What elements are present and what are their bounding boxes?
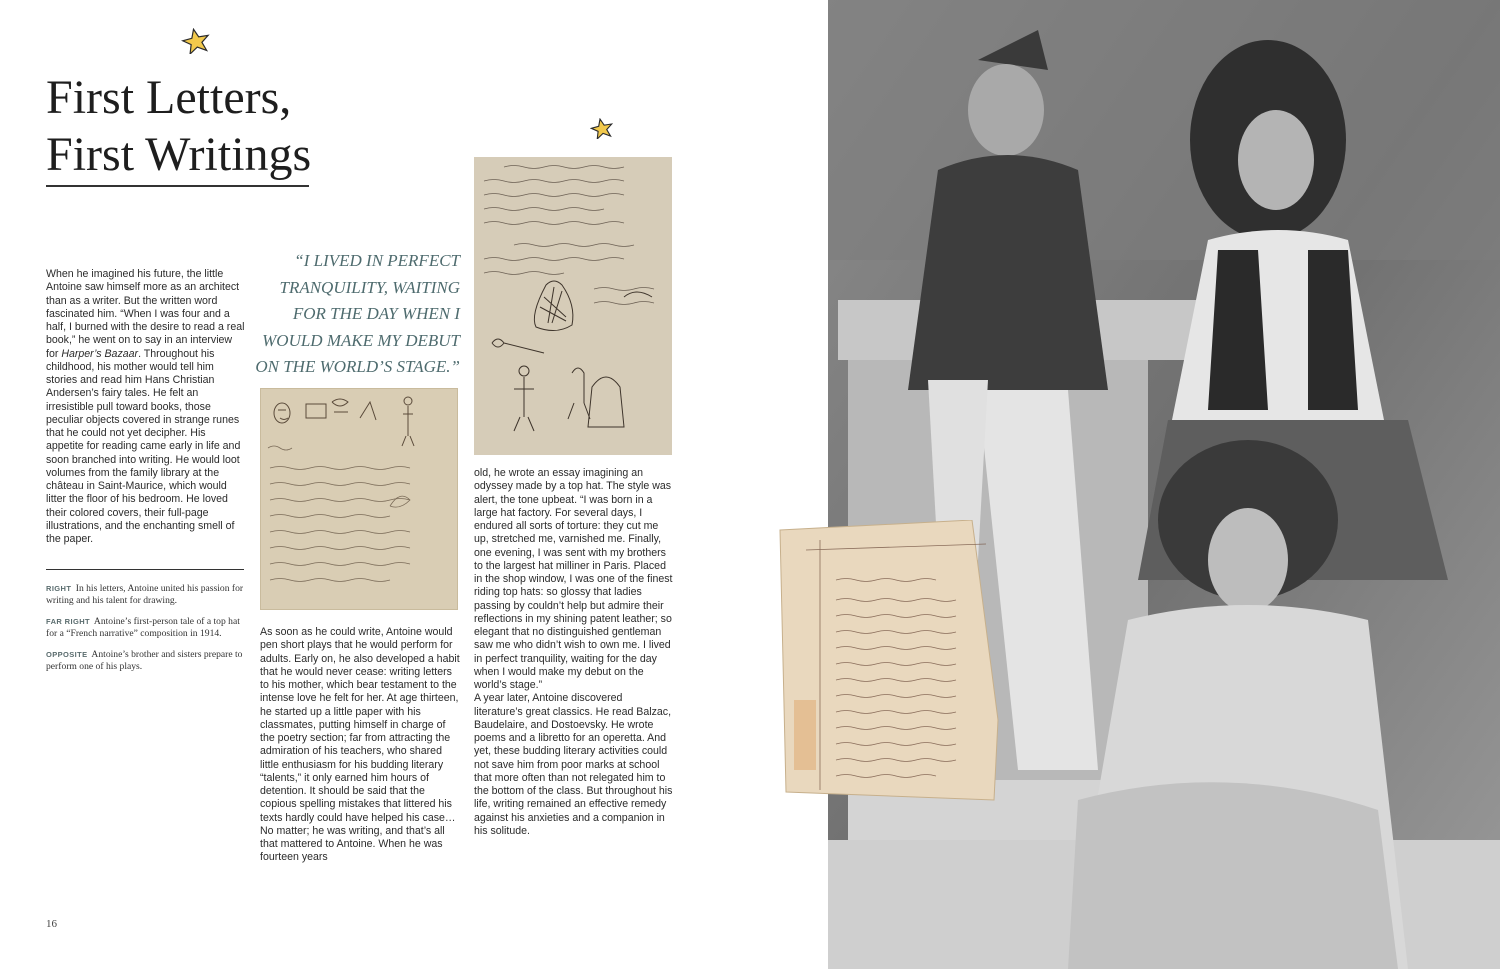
star-icon — [181, 28, 211, 54]
sketch-letter-image — [474, 157, 672, 455]
body-column-1 — [46, 268, 246, 546]
caption-opposite — [46, 649, 246, 673]
star-icon — [590, 118, 614, 139]
family-photograph — [828, 0, 1500, 969]
title-rule — [46, 185, 309, 187]
caption-label: RIGHT — [46, 584, 72, 593]
captions — [46, 583, 246, 682]
caption-label: FAR RIGHT — [46, 617, 91, 626]
caption-label: OPPOSITE — [46, 650, 88, 659]
essay-manuscript-image — [776, 520, 1002, 802]
body-column-3 — [474, 467, 674, 838]
body-column-2: As soon as he could write, Antoine would pen short plays that he would perform for adults. Early on, he also developed a habit that he would never cease: writing letters to his mother, which bear testament to the intense love he felt for her. At age thirteen, he started up a little paper with his classmates, putting himself in charge of the poetry section; far from attracting the admiration of his teachers, who shared little enthusiasm for his budding literary “talents,” it only earned him hours of detention. It should be said that the copious spelling mistakes that littered his texts hardly could have helped his case… No matter; he was writing, and that’s all that mattered to Antoine. When he was fourteen years — [260, 626, 460, 864]
letter-image — [260, 388, 458, 610]
column1-text: When he imagined his future, the little Antoine saw himself more as an architect than as a writer. But the written word fascinated him. “When I was four and a half, I burned with the desire to read a real book,” he went on to say in an interview for — [46, 268, 245, 360]
page-number: 16 — [46, 918, 57, 930]
caption-text: In his letters, Antoine united his passion for writing and his talent for drawing. — [46, 583, 244, 606]
caption-far-right — [46, 616, 246, 640]
title-line-2: First Writings — [46, 127, 312, 181]
column3-paragraph-1: old, he wrote an essay imagining an odyssey made by a top hat. The style was alert, the tone upbeat. “I was born in a large hat factory. For several days, I endured all sorts of torture: they cut me up, stretched me, varnished me. Finally, one evening, I was sent with my brothers to the largest hat milliner in Paris. Placed in the shop window, I was one of the finest riding top hats: so glossy that ladies passing by couldn’t help but admire their reflections in my shining patent leather; so elegant that no distinguished gentleman saw me who didn’t wish to own me. I lived in perfect tranquility, waiting for the day when I would make my debut on the world’s stage.” — [474, 467, 673, 691]
column1-text-after: . Throughout his childhood, his mother would tell him stories and read him Hans Christian Andersen’s fairy tales. He felt an irresistible pull toward books, those peculiar objects covered in strange runes that he could not yet decipher. His appetite for reading came early in life and soon branched into writing. He would loot volumes from the family library at the château in Saint-Maurice, which would litter the floor of his bedroom. He loved their colored covers, their full-page illustrations, and the enchanting smell of the paper. — [46, 347, 241, 545]
title-line-1: First Letters, — [46, 71, 292, 124]
pull-quote: “I LIVED IN PERFECT TRANQUILITY, WAITING FOR THE DAY WHEN I WOULD MAKE MY DEBUT ON THE WORLD’S STAGE.” — [255, 251, 460, 376]
caption-text: Antoine’s brother and sisters prepare to perform one of his plays. — [46, 649, 243, 672]
page-title — [46, 70, 346, 183]
magazine-title: Harper’s Bazaar — [61, 347, 139, 360]
caption-text: Antoine’s first-person tale of a top hat for a “French narrative” composition in 1914. — [46, 616, 240, 639]
column3-paragraph-2: A year later, Antoine discovered literature’s great classics. He read Balzac, Baudelaire, and Dostoevsky. He wrote poems and a libretto for an operetta. And yet, these budding literary activities could not save him from poor marks at school that more often than not relegated him to the bottom of the class. But throughout his life, writing remained an effective remedy against his anxieties and a companion in his solitude. — [474, 692, 673, 837]
caption-right — [46, 583, 246, 607]
caption-rule — [46, 569, 244, 570]
